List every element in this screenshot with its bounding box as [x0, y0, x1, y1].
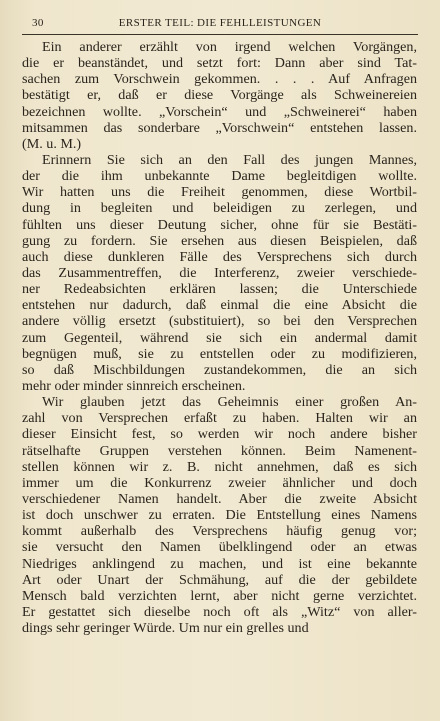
- text-line: bezeichnen wollte. „Vorschein“ und „Schweinerei“ haben: [22, 103, 417, 120]
- text-line: Erinnern Sie sich an den Fall des jungen Mannes,: [42, 151, 417, 168]
- text-line: rätselhafte Gruppen verstehen können. Beim Namenent-: [22, 442, 417, 459]
- text-line: stellen können wir z. B. nicht annehmen, daß es sich: [22, 458, 417, 475]
- text-line: bestätigt er, daß er diese Vorgänge als Schweinereien: [22, 87, 417, 104]
- text-line: zum Gegenteil, während sie sich ein andermal damit: [22, 329, 417, 346]
- text-line: mitsammen das sonderbare „Vorschwein“ entstehen lassen.: [22, 119, 417, 136]
- text-line: dings sehr geringer Würde. Um nur ein grelles und: [22, 620, 309, 637]
- text-line: so daß Mischbildungen zustandekommen, die an sich: [22, 361, 417, 378]
- text-line: mehr oder minder sinnreich erscheinen.: [22, 377, 246, 394]
- text-line: Art oder Unart der Schmähung, auf die der gebildete: [22, 571, 417, 588]
- text-line: auch diese dunkleren Fälle des Versprechens sich durch: [22, 248, 417, 265]
- text-line: begnügen muß, sie zu entstellen oder zu modifizieren,: [22, 345, 417, 362]
- page-header: [22, 14, 418, 35]
- paragraph: [22, 152, 417, 394]
- text-line: sachen zum Vorschwein gekommen. . . . Auf Anfragen: [22, 71, 417, 88]
- text-line: Niedriges anklingend zu machen, und ist eine bekannte: [22, 555, 417, 572]
- paragraph: [22, 39, 417, 152]
- text-line: kommt außerhalb des Versprechens häufig genug vor;: [22, 523, 417, 540]
- text-line: fühlten uns dieser Deutung sicher, ohne für sie Bestäti-: [22, 216, 417, 233]
- text-line: sie versucht den Namen übelklingend oder an etwas: [22, 539, 417, 556]
- text-line: die er beanständet, und setzt fort: Dann aber sind Tat-: [22, 55, 417, 72]
- text-line: verschiedener Namen handelt. Aber die zweite Absicht: [22, 490, 417, 507]
- text-line: dieser Einsicht fest, so werden wir noch andere bisher: [22, 426, 417, 443]
- page-number: 30: [32, 17, 44, 29]
- text-line: das Zusammentreffen, die Interferenz, zweier verschiede-: [22, 264, 417, 281]
- text-line: der die ihm unbekannte Dame begleitdigen wollte.: [22, 168, 417, 185]
- text-line: gung zu fordern. Sie ersehen aus diesen Beispielen, daß: [22, 232, 417, 249]
- body-text: [22, 39, 417, 636]
- text-line: ist doch unschwer zu erraten. Die Entstellung eines Namens: [22, 507, 417, 524]
- text-line: Ein anderer erzählt von irgend welchen Vorgängen,: [42, 39, 417, 55]
- text-line: immer um die Konkurrenz zweier ähnlicher und doch: [22, 474, 417, 491]
- paragraph: [22, 394, 417, 636]
- text-line: (M. u. M.): [22, 135, 82, 152]
- running-title: ERSTER TEIL: DIE FEHLLEISTUNGEN: [118, 17, 322, 29]
- text-line: dung in begleiten und beleidigen zu zerlegen, und: [22, 200, 417, 217]
- text-line: entstehen nur dadurch, daß einmal die eine Absicht die: [22, 297, 417, 314]
- text-line: Er gestattet sich dieselbe noch oft als „Witz“ von aller-: [22, 603, 417, 620]
- text-line: Wir hatten uns die Freiheit genommen, diese Wortbil-: [22, 184, 417, 201]
- text-line: andere völlig ersetzt (substituiert), so bei den Versprechen: [22, 313, 417, 330]
- text-line: Wir glauben jetzt das Geheimnis einer großen An-: [42, 394, 417, 411]
- text-line: Mensch bald verzichten lernt, aber nicht gerne verzichtet.: [22, 587, 417, 604]
- text-line: zahl von Versprechen erfaßt zu haben. Halten wir an: [22, 410, 417, 427]
- text-line: ner Redeabsichten erklären lassen; die Unterschiede: [22, 281, 417, 298]
